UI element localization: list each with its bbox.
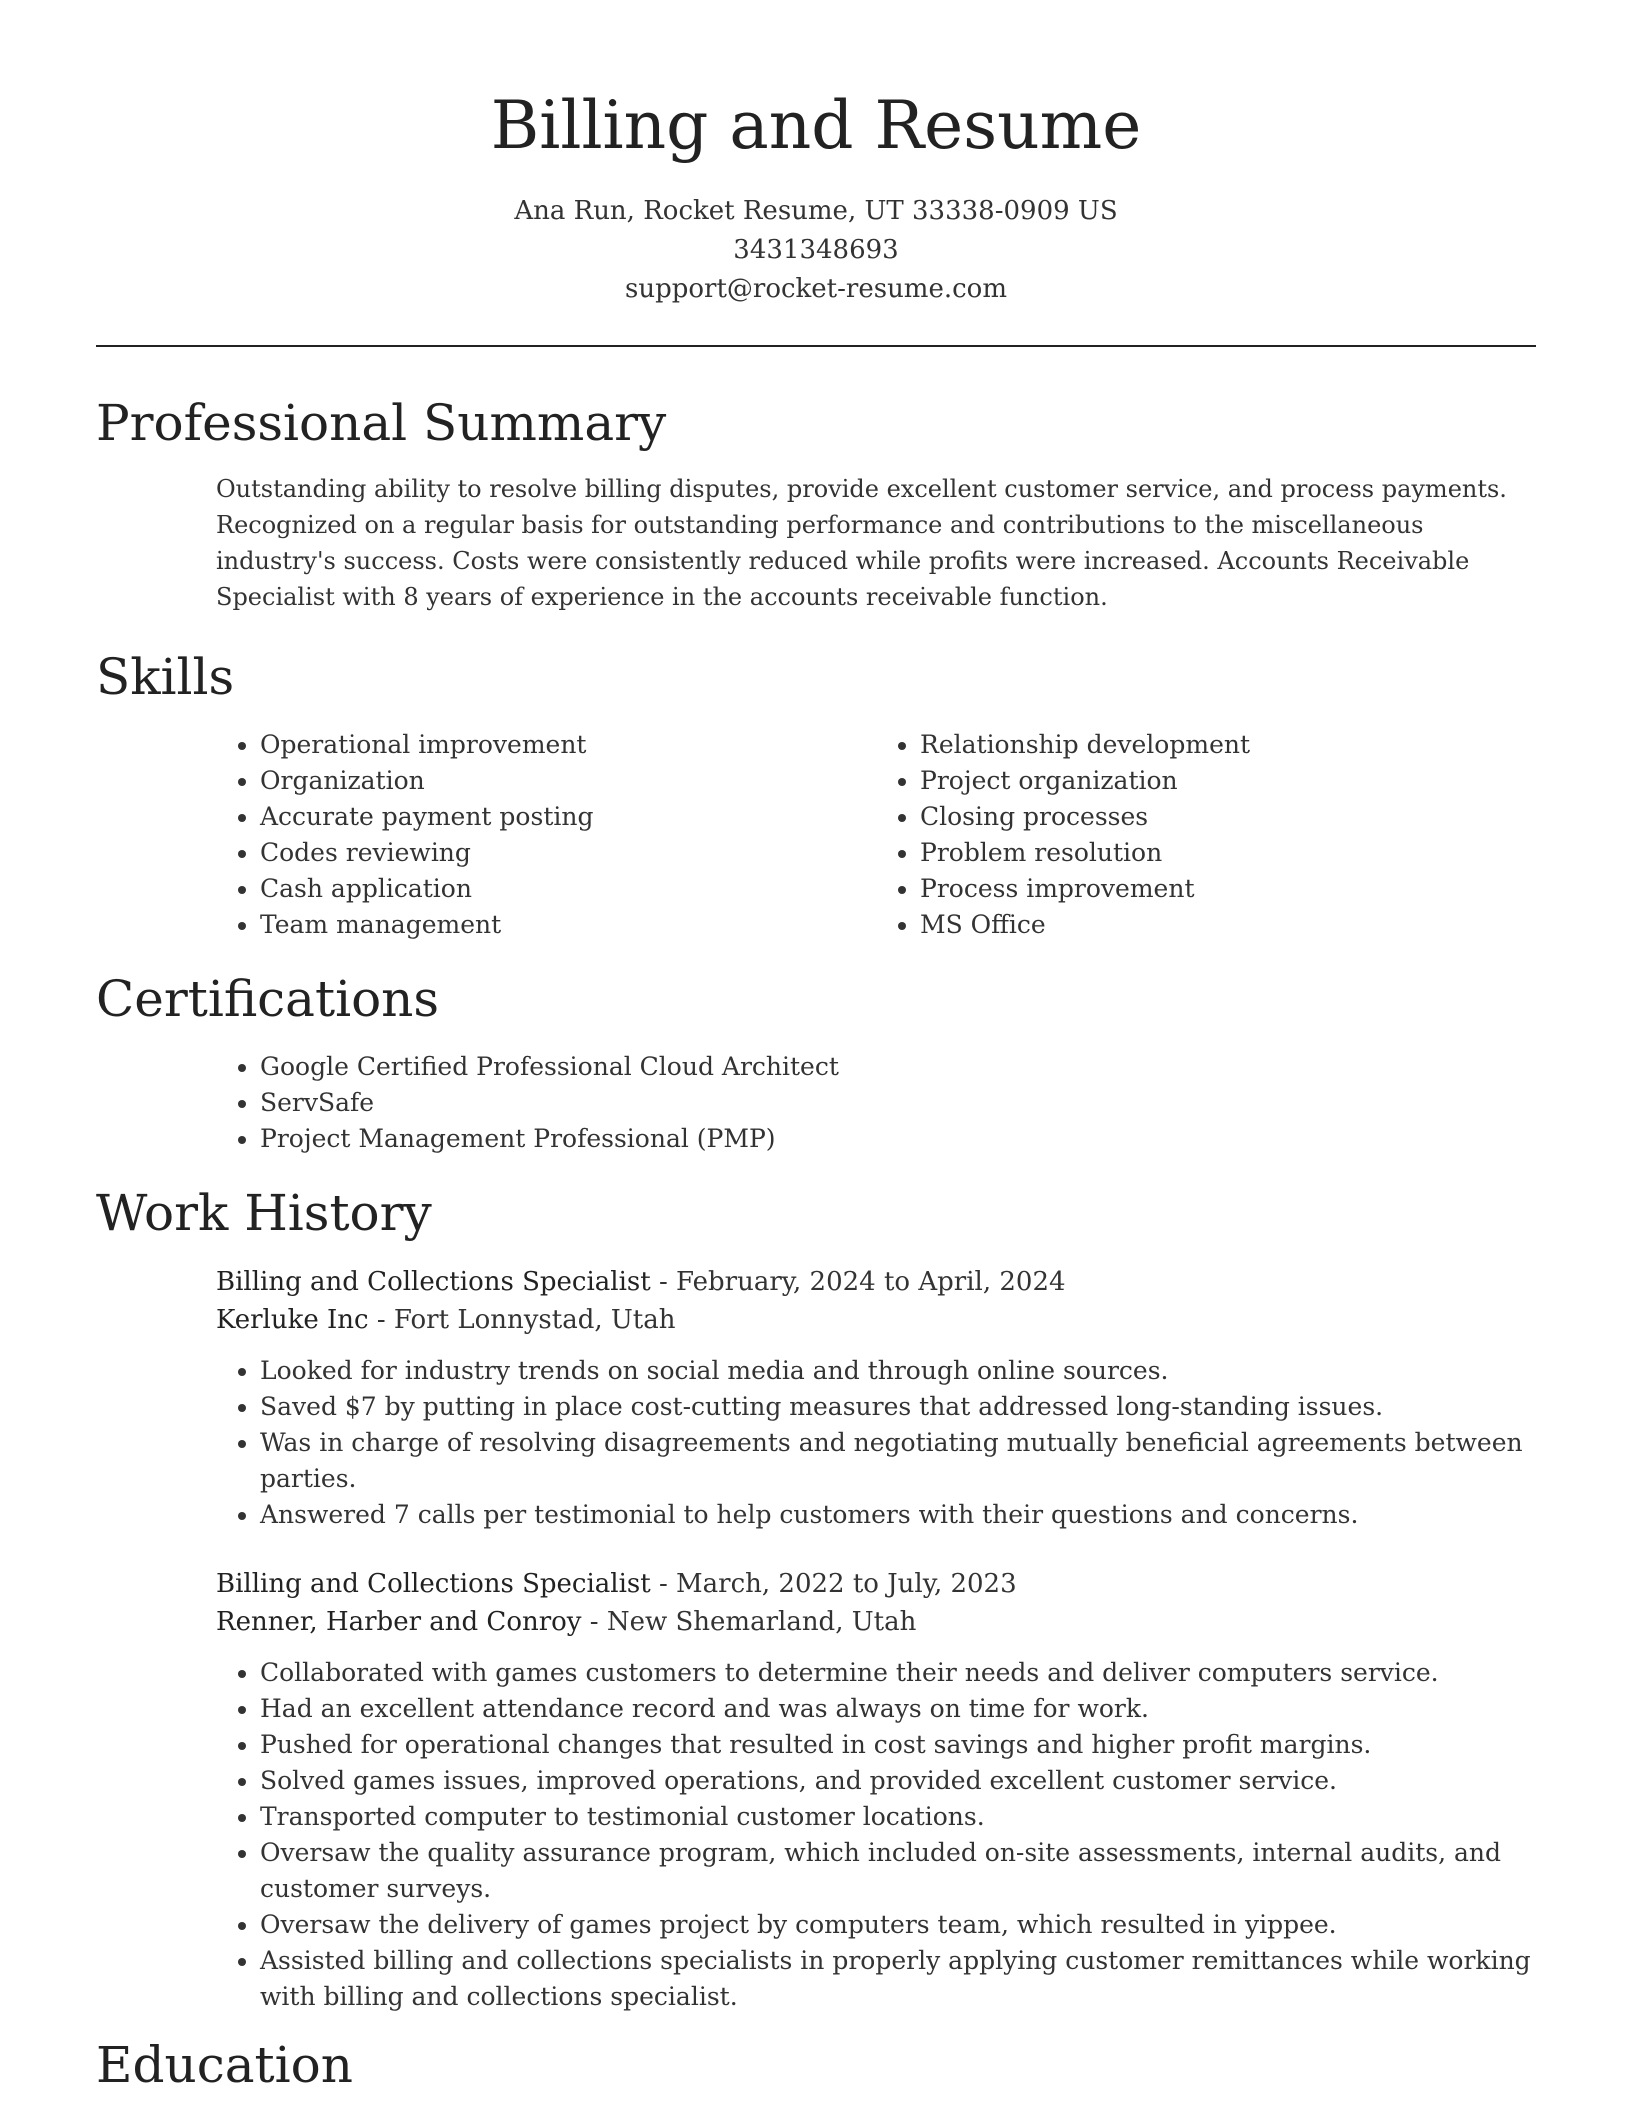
resume-header [96,0,1536,309]
job-company: Kerluke Inc [216,1305,369,1335]
job-bullet: • Answered 7 calls per testimonial to help customers with their questions and concerns. [260,1497,1536,1533]
summary-text: Outstanding ability to resolve billing disputes, provide excellent customer service, and process payments. Recognized on a regular basis for outstanding performance and contributions to the miscellaneous industry's success. Costs were consistently reduced while profits were increased. Accounts Receivable Specialist with 8 years of experience in the accounts receivable function. [216,475,1507,611]
job-company: Renner, Harber and Conroy [216,1607,582,1637]
contact-phone: 3431348693 [733,235,899,265]
job-role-line [216,1565,1536,1603]
job-bullet: • Looked for industry trends on social media and through online sources. [260,1353,1536,1389]
skill-item: • Process improvement [920,871,1536,907]
job-dates: - February, 2024 to April, 2024 [650,1267,1066,1297]
certification-item: • ServSafe [260,1085,1536,1121]
skill-item: • Accurate payment posting [260,799,876,835]
skills-column-left [216,727,876,943]
job-bullet: • Assisted billing and collections specialists in properly applying customer remittances while working with billing and collections specialist. [260,1943,1536,2015]
job-entry [216,1565,1536,2015]
skill-item: • MS Office [920,907,1536,943]
job-role: Billing and Collections Specialist [216,1267,651,1297]
skills-list [216,727,1536,943]
job-location: - New Shemarland, Utah [581,1607,917,1637]
job-company-line [216,1301,1536,1339]
skill-item: • Codes reviewing [260,835,876,871]
contact-info [96,192,1536,309]
skill-item: • Problem resolution [920,835,1536,871]
skill-item: • Operational improvement [260,727,876,763]
job-bullets [216,1655,1536,2015]
resume-name: Billing and Resume [490,87,1142,164]
job-company-line [216,1603,1536,1641]
job-bullet: • Solved games issues, improved operations, and provided excellent customer service. [260,1763,1536,1799]
section-title-skills: Skills [96,648,235,706]
skill-item: • Relationship development [920,727,1536,763]
certification-item: • Project Management Professional (PMP) [260,1121,1536,1157]
skill-item: • Cash application [260,871,876,907]
job-location: - Fort Lonnystad, Utah [368,1305,676,1335]
section-title-work-history: Work History [96,1184,432,1242]
certifications-list [216,1049,1536,1157]
certification-item: • Google Certified Professional Cloud Architect [260,1049,1536,1085]
skill-item: • Team management [260,907,876,943]
section-title-summary: Professional Summary [96,394,667,452]
job-role-line [216,1263,1536,1301]
job-entry [216,1263,1536,1533]
job-bullet: • Oversaw the quality assurance program, which included on-site assessments, internal audits, and customer surveys. [260,1835,1536,1907]
job-role: Billing and Collections Specialist [216,1569,651,1599]
job-bullets [216,1353,1536,1533]
job-bullet: • Pushed for operational changes that resulted in cost savings and higher profit margins. [260,1727,1536,1763]
job-dates: - March, 2022 to July, 2023 [650,1569,1017,1599]
contact-address: Ana Run, Rocket Resume, UT 33338-0909 US [514,196,1118,226]
skill-item: • Project organization [920,763,1536,799]
skills-column-right [876,727,1536,943]
skill-item: • Organization [260,763,876,799]
contact-email: support@rocket-resume.com [624,274,1007,304]
job-bullet: • Oversaw the delivery of games project by computers team, which resulted in yippee. [260,1907,1536,1943]
section-title-certifications: Certifications [96,970,440,1028]
job-bullet: • Transported computer to testimonial customer locations. [260,1799,1536,1835]
job-bullet: • Was in charge of resolving disagreements and negotiating mutually beneficial agreements between parties. [260,1425,1536,1497]
job-bullet: • Collaborated with games customers to determine their needs and deliver computers service. [260,1655,1536,1691]
section-title-education: Education [96,2036,353,2094]
header-divider [96,345,1536,347]
job-bullet: • Had an excellent attendance record and was always on time for work. [260,1691,1536,1727]
job-bullet: • Saved $7 by putting in place cost-cutting measures that addressed long-standing issues. [260,1389,1536,1425]
skill-item: • Closing processes [920,799,1536,835]
